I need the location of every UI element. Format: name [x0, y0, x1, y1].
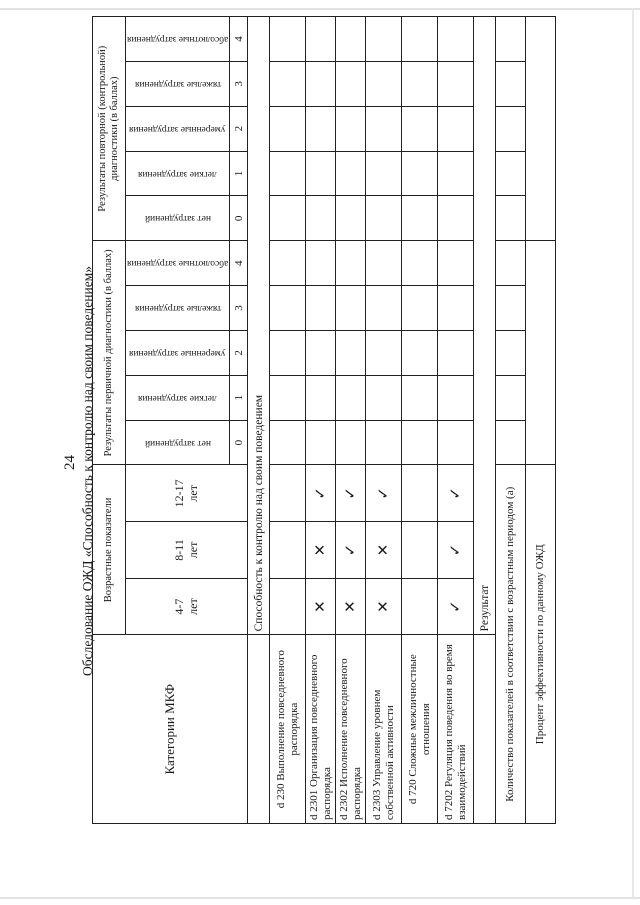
repeat-score: 0 [230, 196, 248, 241]
score-cell[interactable] [402, 241, 438, 286]
score-cell[interactable] [366, 286, 402, 331]
score-cell[interactable] [336, 420, 366, 465]
score-cell[interactable] [438, 286, 474, 331]
section-title: Способность к контролю над своим поведением [248, 17, 270, 635]
age-mark-12-17: ✓ [366, 465, 402, 522]
age-mark-8-11: ✓ [438, 522, 474, 579]
score-cell[interactable] [402, 286, 438, 331]
score-cell[interactable] [306, 420, 336, 465]
age-mark-4-7: ✕ [366, 578, 402, 635]
level-label: тяжелые затруднения [134, 303, 221, 314]
header-row-groups [93, 17, 126, 824]
count-cell[interactable] [496, 151, 526, 196]
level-label: абсолютные затруднения [127, 258, 229, 269]
primary-score: 3 [230, 286, 248, 331]
score-cell[interactable] [438, 151, 474, 196]
score-cell[interactable] [336, 106, 366, 151]
score-cell[interactable] [306, 106, 336, 151]
score-cell[interactable] [402, 420, 438, 465]
table-row [366, 17, 402, 824]
primary-score: 0 [230, 420, 248, 465]
score-cell[interactable] [336, 375, 366, 420]
repeat-results-header: Результаты повторной (контрольной) диагностики (в баллах) [93, 17, 126, 241]
table-row [438, 17, 474, 824]
score-cell[interactable] [270, 106, 306, 151]
age-range: 12-17 [172, 479, 187, 508]
level-label: умеренные затруднения [129, 123, 226, 134]
score-cell[interactable] [366, 330, 402, 375]
count-cell[interactable] [496, 375, 526, 420]
score-cell[interactable] [336, 196, 366, 241]
primary-level-severe [126, 286, 230, 331]
primary-level-mild [126, 375, 230, 420]
score-cell[interactable] [366, 17, 402, 62]
section-empty-cell [248, 635, 270, 824]
score-cell[interactable] [402, 151, 438, 196]
age-unit: лет [185, 598, 200, 615]
age-unit: лет [185, 541, 200, 559]
age-header-4-7 [126, 578, 248, 635]
score-cell[interactable] [270, 61, 306, 106]
age-indicators-header: Возрастные показатели [93, 465, 126, 635]
score-cell[interactable] [438, 330, 474, 375]
score-cell[interactable] [366, 420, 402, 465]
age-header-12-17 [126, 465, 248, 522]
age-mark-12-17: ✓ [336, 465, 366, 522]
count-cell[interactable] [496, 241, 526, 286]
scan-edge-right [632, 8, 634, 898]
score-cell[interactable] [270, 241, 306, 286]
age-mark-4-7 [270, 578, 306, 635]
score-cell[interactable] [366, 106, 402, 151]
score-cell[interactable] [438, 61, 474, 106]
age-mark-8-11: ✕ [306, 522, 336, 579]
result-row [474, 17, 496, 824]
repeat-percent-cell[interactable] [526, 17, 556, 241]
score-cell[interactable] [438, 420, 474, 465]
level-label: абсолютные затруднения [127, 33, 229, 44]
repeat-score: 2 [230, 106, 248, 151]
age-mark-12-17: ✓ [306, 465, 336, 522]
score-cell[interactable] [306, 330, 336, 375]
assessment-table [92, 16, 556, 824]
page-number: 24 [62, 455, 78, 470]
score-cell[interactable] [270, 196, 306, 241]
age-unit: лет [185, 485, 200, 502]
level-label: нет затруднений [144, 437, 211, 448]
score-cell[interactable] [438, 196, 474, 241]
count-cell[interactable] [496, 106, 526, 151]
primary-level-moderate [126, 330, 230, 375]
score-cell[interactable] [336, 17, 366, 62]
icf-category-header: Категории МКФ [93, 635, 248, 824]
score-cell[interactable] [306, 286, 336, 331]
score-cell[interactable] [306, 196, 336, 241]
age-range: 4-7 [172, 598, 187, 615]
icf-code-cell: d 2303 Управление уровнем собственной активности [366, 635, 402, 824]
repeat-level-mild [126, 151, 230, 196]
primary-results-header: Результаты первичной диагностики (в баллах) [93, 241, 126, 465]
age-mark-4-7: ✕ [306, 578, 336, 635]
count-row [496, 17, 526, 824]
age-mark-4-7 [402, 578, 438, 635]
age-header-8-11 [126, 522, 248, 579]
primary-score: 4 [230, 241, 248, 286]
scan-edge-top [0, 8, 640, 10]
score-cell[interactable] [366, 241, 402, 286]
age-mark-4-7: ✕ [336, 578, 366, 635]
score-cell[interactable] [336, 241, 366, 286]
primary-score: 2 [230, 330, 248, 375]
score-cell[interactable] [438, 241, 474, 286]
count-cell[interactable] [496, 196, 526, 241]
level-label: умеренные затруднения [129, 347, 226, 358]
score-cell[interactable] [336, 286, 366, 331]
score-cell[interactable] [402, 61, 438, 106]
age-mark-12-17: ✓ [438, 465, 474, 522]
score-cell[interactable] [270, 151, 306, 196]
score-cell[interactable] [366, 151, 402, 196]
repeat-level-severe [126, 61, 230, 106]
result-label: Результат [474, 17, 496, 635]
repeat-score: 1 [230, 151, 248, 196]
age-mark-12-17 [402, 465, 438, 522]
score-cell[interactable] [306, 61, 336, 106]
score-cell[interactable] [366, 196, 402, 241]
table-row [402, 17, 438, 824]
percent-row [526, 17, 556, 824]
level-label: тяжелые затруднения [134, 78, 221, 89]
repeat-score: 3 [230, 61, 248, 106]
primary-level-none [126, 420, 230, 465]
score-cell[interactable] [366, 61, 402, 106]
count-cell[interactable] [496, 17, 526, 62]
score-cell[interactable] [402, 196, 438, 241]
count-cell[interactable] [496, 61, 526, 106]
score-cell[interactable] [438, 106, 474, 151]
score-cell[interactable] [270, 286, 306, 331]
age-mark-8-11: ✕ [366, 522, 402, 579]
table-row [336, 17, 366, 824]
rotated-document-page [58, 16, 558, 896]
age-mark-8-11: ✓ [336, 522, 366, 579]
result-empty-cell [474, 635, 496, 824]
score-cell[interactable] [336, 61, 366, 106]
score-cell[interactable] [270, 420, 306, 465]
score-cell[interactable] [438, 375, 474, 420]
score-cell[interactable] [270, 330, 306, 375]
score-cell[interactable] [402, 330, 438, 375]
level-label: нет затруднений [144, 213, 211, 224]
icf-code-cell: d 230 Выполнение повседневного распорядка [270, 635, 306, 824]
count-label: Количество показателей в соответствии с возрастным периодом (а) [496, 465, 526, 824]
primary-percent-cell[interactable] [526, 241, 556, 465]
score-cell[interactable] [402, 17, 438, 62]
repeat-score: 4 [230, 17, 248, 62]
icf-code-cell: d 720 Сложные межличностные отношения [402, 635, 438, 824]
document-title: Обследование ОЖД «Способность к контролю над своим поведением» [80, 266, 95, 676]
score-cell[interactable] [306, 375, 336, 420]
primary-level-absolute [126, 241, 230, 286]
score-cell[interactable] [438, 17, 474, 62]
repeat-level-none [126, 196, 230, 241]
repeat-level-absolute [126, 17, 230, 62]
icf-code-cell: d 7202 Регуляция поведения во время взаимодействий [438, 635, 474, 824]
percent-label: Процент эффективности по данному ОЖД [526, 465, 556, 824]
score-cell[interactable] [336, 330, 366, 375]
score-cell[interactable] [270, 375, 306, 420]
age-range: 8-11 [172, 539, 187, 561]
repeat-level-moderate [126, 106, 230, 151]
score-cell[interactable] [306, 241, 336, 286]
icf-code-cell: d 2302 Исполнение повседневного распорядка [336, 635, 366, 824]
count-cell[interactable] [496, 420, 526, 465]
age-mark-4-7: ✓ [438, 578, 474, 635]
count-cell[interactable] [496, 330, 526, 375]
table-row [270, 17, 306, 824]
section-row [248, 17, 270, 824]
primary-score: 1 [230, 375, 248, 420]
age-mark-8-11 [270, 522, 306, 579]
score-cell[interactable] [306, 17, 336, 62]
score-cell[interactable] [402, 375, 438, 420]
level-label: легкие затруднения [138, 168, 217, 179]
age-mark-12-17 [270, 465, 306, 522]
score-cell[interactable] [366, 375, 402, 420]
score-cell[interactable] [306, 151, 336, 196]
level-label: легкие затруднения [138, 392, 217, 403]
icf-code-cell: d 2301 Организация повседневного распорядка [306, 635, 336, 824]
score-cell[interactable] [402, 106, 438, 151]
score-cell[interactable] [270, 17, 306, 62]
table-row [306, 17, 336, 824]
count-cell[interactable] [496, 286, 526, 331]
score-cell[interactable] [336, 151, 366, 196]
age-mark-8-11 [402, 522, 438, 579]
scan-edge-bottom [0, 897, 640, 899]
